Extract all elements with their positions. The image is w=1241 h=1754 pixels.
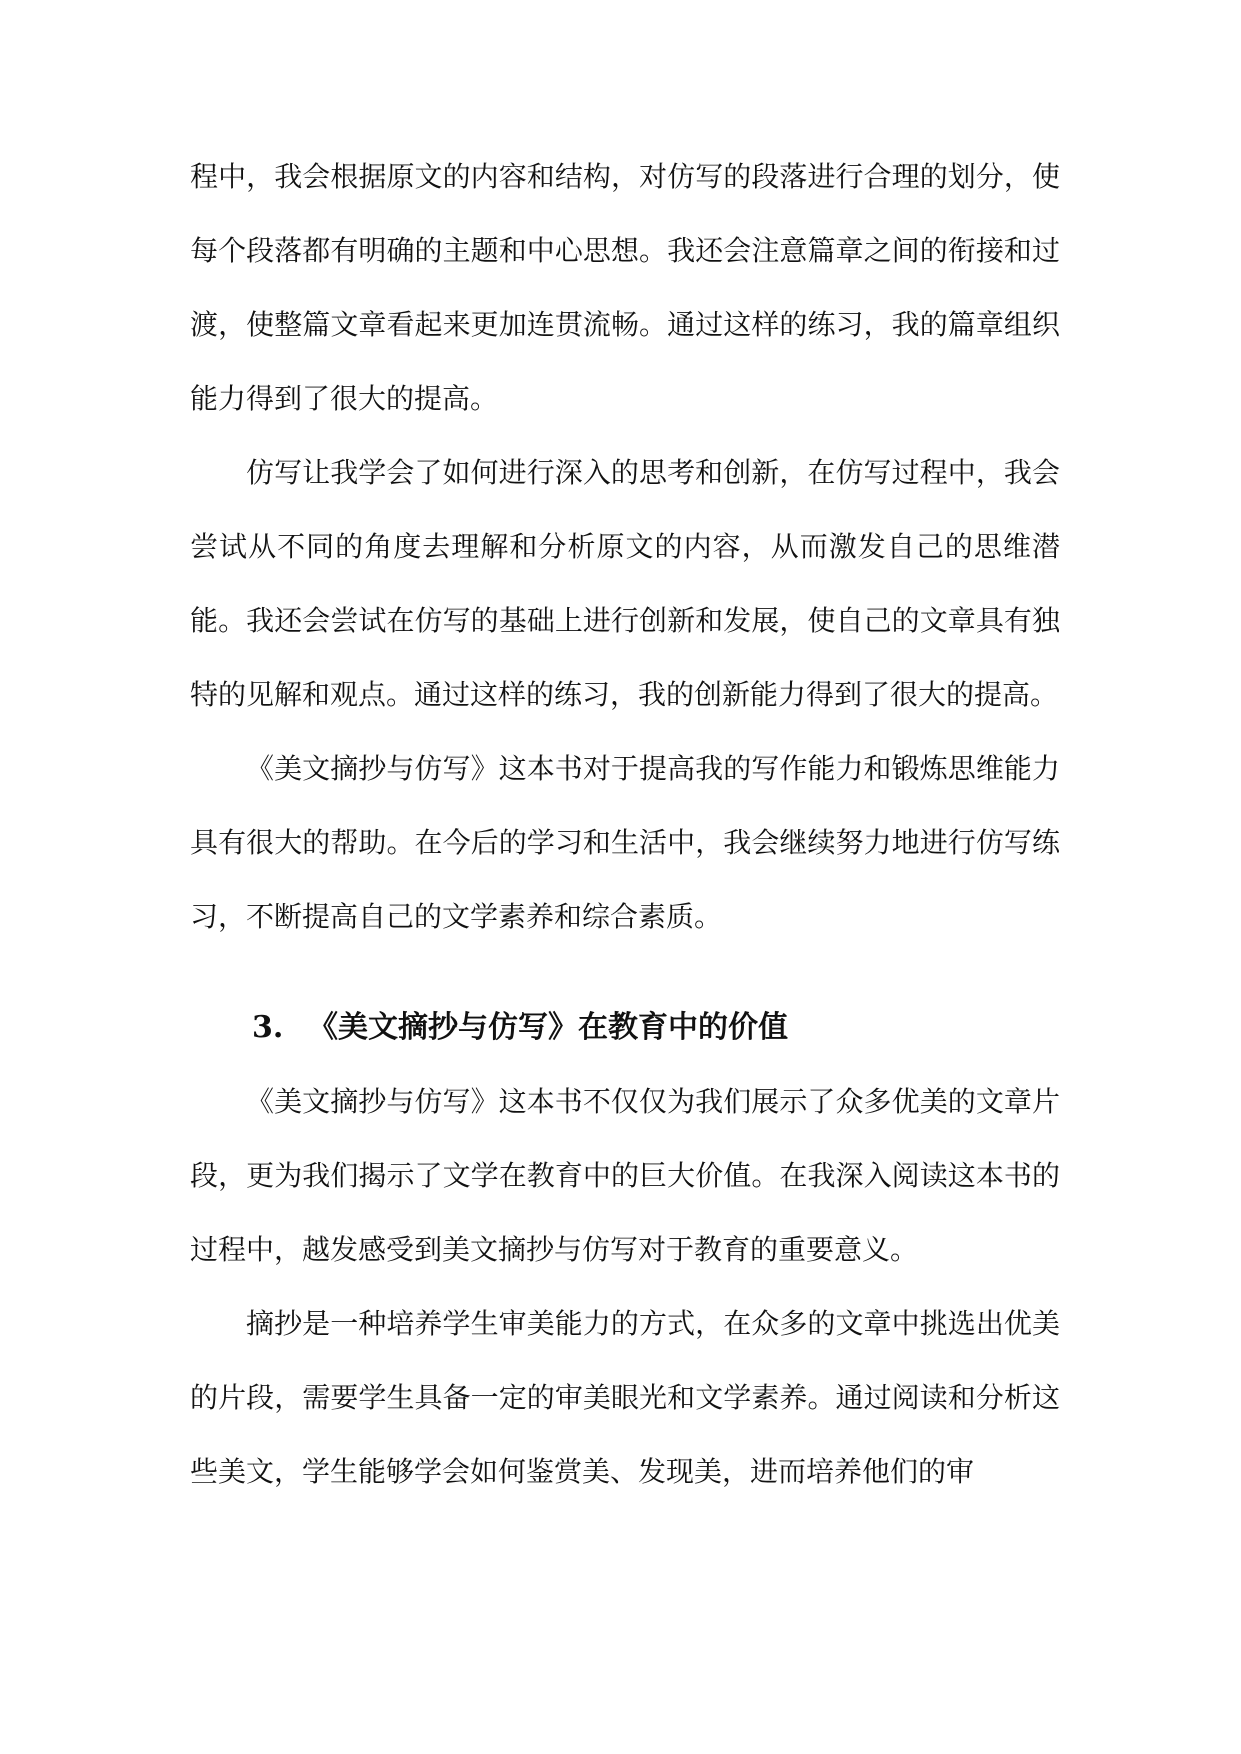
paragraph: 《美文摘抄与仿写》这本书不仅仅为我们展示了众多优美的文章片段，更为我们揭示了文学在教育中的巨大价值。在我深入阅读这本书的过程中，越发感受到美文摘抄与仿写对于教育的重要意义。 <box>190 1085 1060 1266</box>
page-body <box>190 140 1060 1509</box>
paragraph: 《美文摘抄与仿写》这本书对于提高我的写作能力和锻炼思维能力具有很大的帮助。在今后的学习和生活中，我会继续努力地进行仿写练习，不断提高自己的文学素养和综合素质。 <box>190 752 1060 933</box>
paragraph: 摘抄是一种培养学生审美能力的方式，在众多的文章中挑选出优美的片段，需要学生具备一定的审美眼光和文学素养。通过阅读和分析这些美文，学生能够学会如何鉴赏美、发现美，进而培养他们的审 <box>190 1307 1060 1488</box>
paragraph: 仿写让我学会了如何进行深入的思考和创新，在仿写过程中，我会尝试从不同的角度去理解和分析原文的内容，从而激发自己的思维潜能。我还会尝试在仿写的基础上进行创新和发展，使自己的文章具有独特的见解和观点。通过这样的练习，我的创新能力得到了很大的提高。 <box>190 456 1060 711</box>
paragraph-continued: 程中，我会根据原文的内容和结构，对仿写的段落进行合理的划分，使每个段落都有明确的主题和中心思想。我还会注意篇章之间的衔接和过渡，使整篇文章看起来更加连贯流畅。通过这样的练习，我的篇章组织能力得到了很大的提高。 <box>190 160 1060 415</box>
section-heading <box>190 991 1060 1065</box>
section-number: 3. <box>252 1010 284 1045</box>
section-title: 《美文摘抄与仿写》在教育中的价值 <box>308 1010 788 1045</box>
